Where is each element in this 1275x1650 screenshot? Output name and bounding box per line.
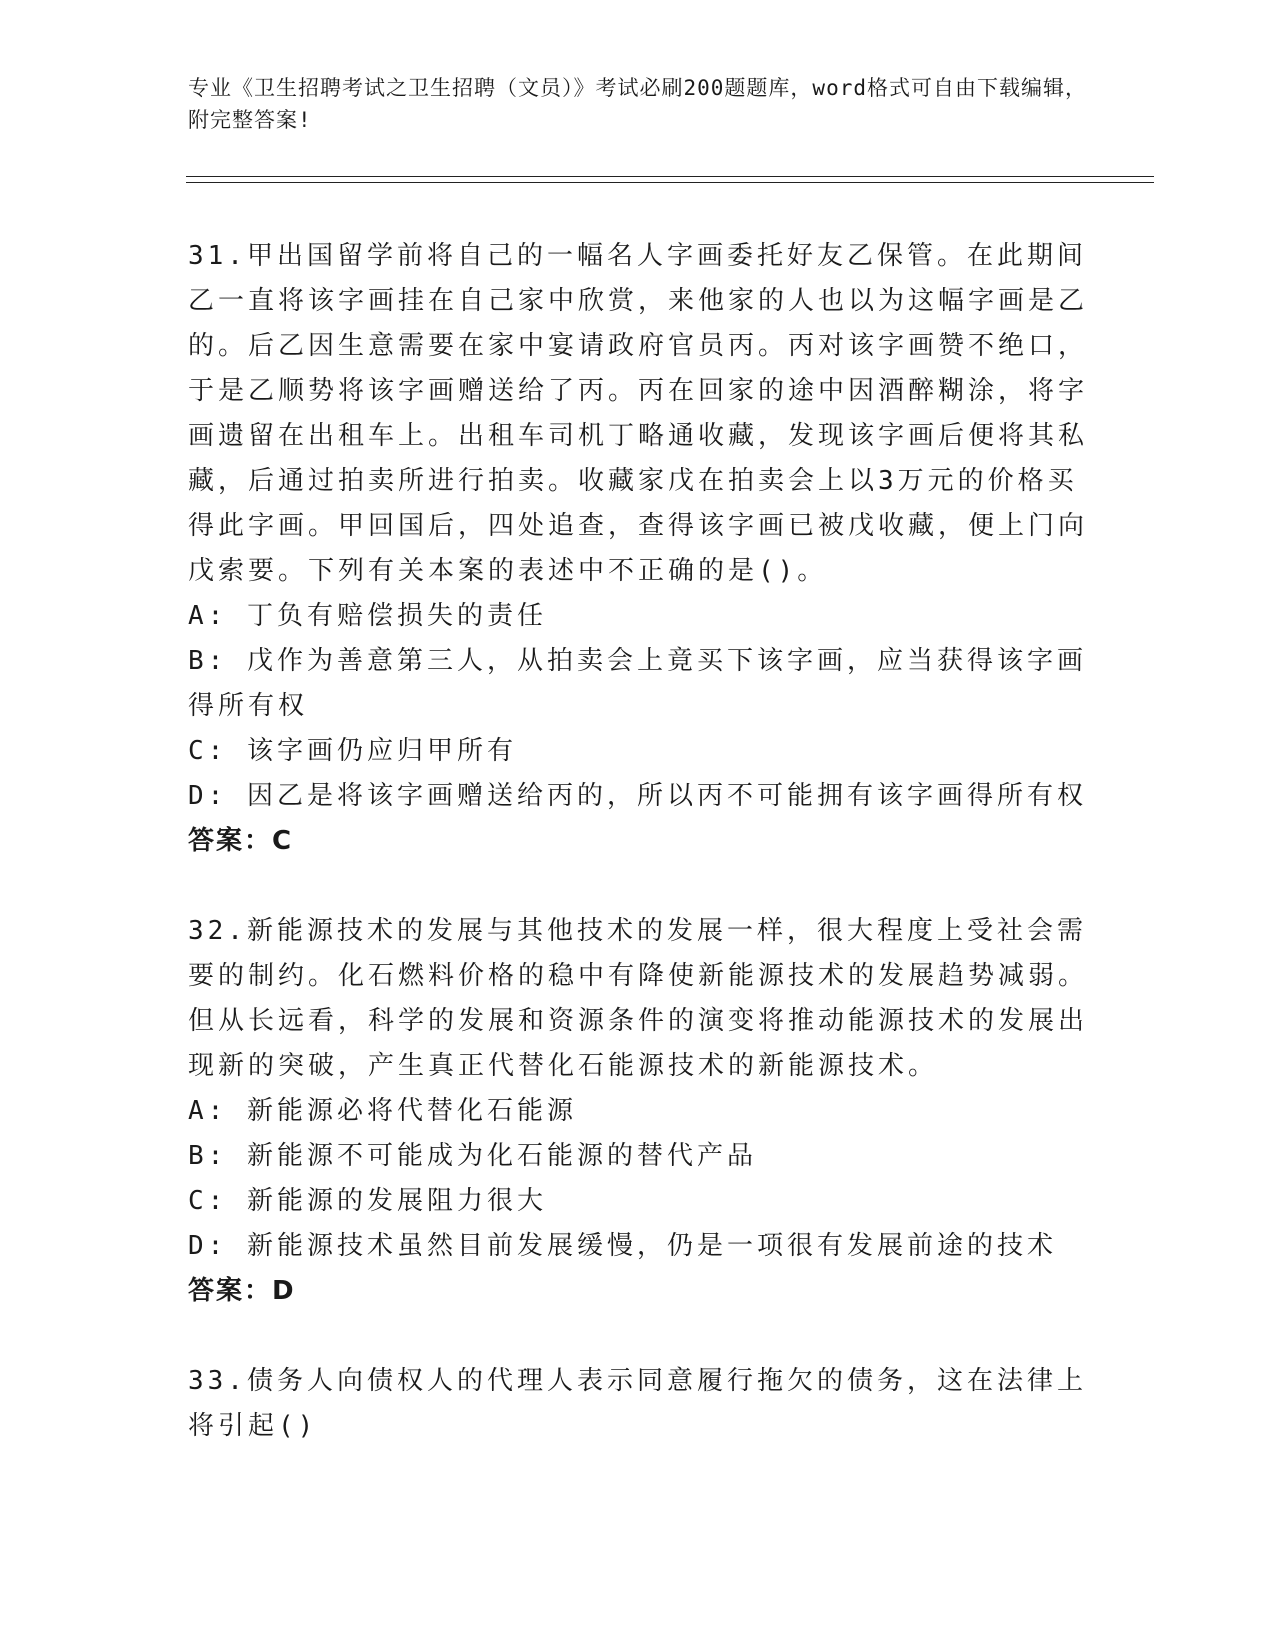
question-stem: 32.新能源技术的发展与其他技术的发展一样，很大程度上受社会需要的制约。化石燃料价格的稳中有降使新能源技术的发展趋势减弱。但从长远看，科学的发展和资源条件的演变将推动能源技术的发展出现新的突破，产生真正代替化石能源技术的新能源技术。 <box>188 916 1089 1081</box>
option-d: D: 新能源技术虽然目前发展缓慢，仍是一项很有发展前途的技术 <box>188 1231 1057 1261</box>
option-d: D: 因乙是将该字画赠送给丙的，所以丙不可能拥有该字画得所有权 <box>188 781 1087 811</box>
question-gap <box>188 864 1088 909</box>
option-a: A: 新能源必将代替化石能源 <box>188 1096 577 1126</box>
question-32 <box>188 909 1088 1314</box>
header-divider <box>186 176 1154 183</box>
option-b: B: 新能源不可能成为化石能源的替代产品 <box>188 1141 757 1171</box>
question-list <box>188 234 1088 1449</box>
question-31 <box>188 234 1088 864</box>
option-b: B: 戊作为善意第三人，从拍卖会上竟买下该字画，应当获得该字画得所有权 <box>188 646 1087 721</box>
question-gap <box>188 1314 1088 1359</box>
answer: 答案：D <box>188 1276 296 1306</box>
option-c: C: 新能源的发展阻力很大 <box>188 1186 547 1216</box>
document-header: 专业《卫生招聘考试之卫生招聘（文员）》考试必刷200题题库，word格式可自由下载编辑，附完整答案! <box>188 76 1087 132</box>
option-c: C: 该字画仍应归甲所有 <box>188 736 517 766</box>
answer: 答案：C <box>188 826 294 856</box>
question-33 <box>188 1359 1088 1449</box>
option-a: A: 丁负有赔偿损失的责任 <box>188 601 547 631</box>
question-stem: 31.甲出国留学前将自己的一幅名人字画委托好友乙保管。在此期间乙一直将该字画挂在自己家中欣赏，来他家的人也以为这幅字画是乙的。后乙因生意需要在家中宴请政府官员丙。丙对该字画赞不绝口，于是乙顺势将该字画赠送给了丙。丙在回家的途中因酒醉糊涂，将字画遗留在出租车上。出租车司机丁略通收藏，发现该字画后便将其私藏，后通过拍卖所进行拍卖。收藏家戊在拍卖会上以3万元的价格买得此字画。甲回国后，四处追查，查得该字画已被戊收藏，便上门向戊索要。下列有关本案的表述中不正确的是()。 <box>188 241 1089 586</box>
question-stem: 33.债务人向债权人的代理人表示同意履行拖欠的债务，这在法律上将引起() <box>188 1366 1087 1441</box>
